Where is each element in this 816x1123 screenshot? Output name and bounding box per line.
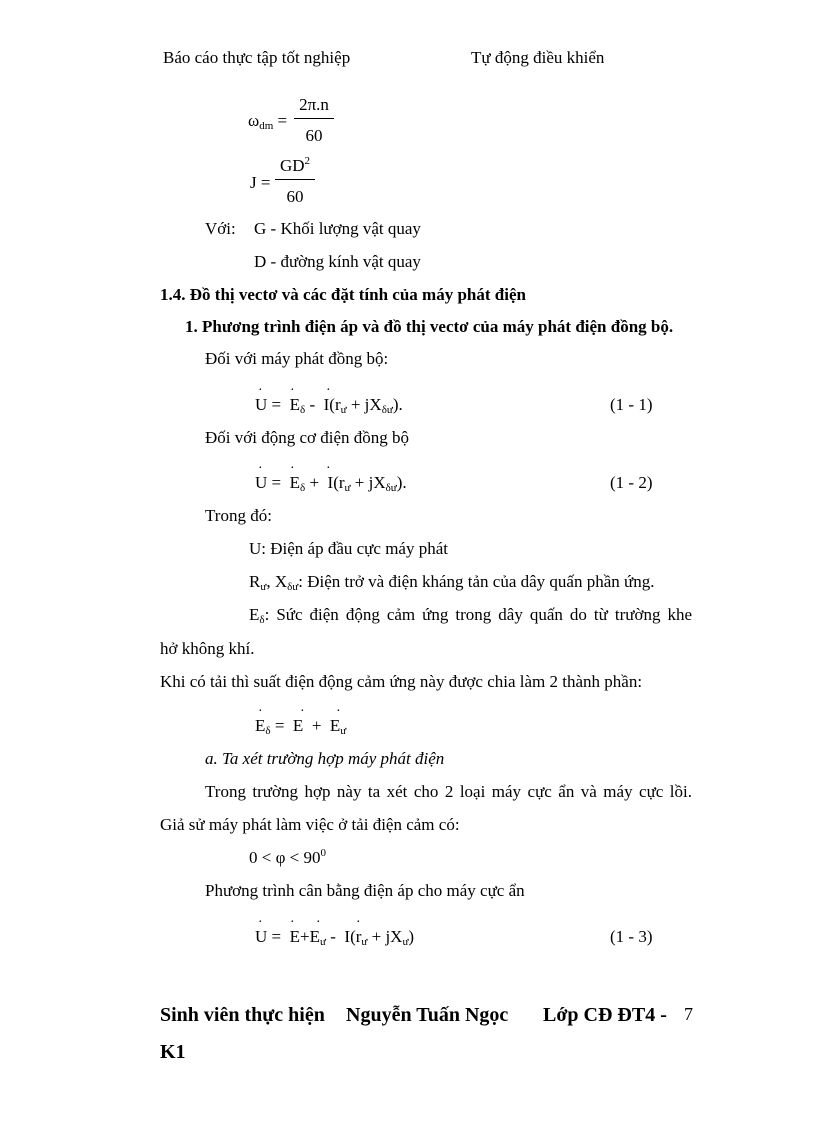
dot-u1: · [258, 383, 263, 398]
j-lhs: J = [250, 173, 271, 192]
equation-2-number: (1 - 2) [610, 473, 653, 492]
para-case-line2: Giả sử máy phát làm việc ở tải điện cảm có: [160, 815, 460, 834]
para-motor: Đối với động cơ điện đồng bộ [205, 428, 410, 447]
j-fraction [275, 157, 315, 205]
header-left: Báo cáo thực tập tốt nghiệp [163, 48, 351, 67]
footer-name: Nguyễn Tuấn Ngọc [346, 1004, 509, 1026]
definition-e-continued: hở không khí. [160, 639, 255, 658]
case-a-heading: a. Ta xét trường hợp máy phát điện [205, 749, 445, 768]
voi-g: G - Khối lượng vật quay [254, 219, 421, 238]
definition-r: $R_ư$, $X_{\delta ư}$: Điện trở và điện kháng tản của dây quấn phần ứng. [249, 572, 655, 593]
dot-e-split-1: · [258, 704, 263, 719]
voi-label: Với: [205, 219, 236, 238]
definition-u: U: Điện áp đầu cực máy phát [249, 539, 448, 558]
dot-e-split-2: · [300, 704, 305, 719]
para-load: Khi có tải thì suất điện động cảm ứng này được chia làm 2 thành phần: [160, 672, 643, 691]
dot-i2: · [326, 461, 331, 476]
omega-denominator: 60 [305, 126, 323, 145]
equation-split: $E_\delta = E + E_ư$ [255, 716, 347, 737]
footer-student-label: Sinh viên thực hiện [160, 1004, 325, 1026]
dot-e1: · [290, 383, 295, 398]
dot-e-split-3: · [336, 704, 341, 719]
dot-u3: · [258, 915, 263, 930]
dot-e2: · [290, 461, 295, 476]
para-case-line1: Trong trường hợp này ta xét cho 2 loại máy cực ẩn và máy cực lồi. [205, 782, 692, 801]
dot-eu3: · [316, 915, 321, 930]
j-denominator: 60 [286, 187, 304, 206]
omega-numerator: 2π.n [294, 96, 334, 119]
equation-3: $U = E+E_ư - I(r_ư + jX_ư)$ [255, 927, 415, 948]
definition-e: $E_\delta$: Sức điện động cảm ứng trong dây quấn do từ trường khe [249, 605, 692, 626]
equation-1: $U = E_\delta - I(r_ư + jX_{\delta ư})$. [255, 395, 403, 416]
omega-lhs: $\omega_{dm}$ = [248, 111, 288, 132]
footer-page-number: 7 [684, 1004, 693, 1024]
footer-class-label: Lớp CĐ ĐT4 - [543, 1004, 667, 1026]
dot-u2: · [258, 461, 263, 476]
para-balance: Phương trình cân bằng điện áp cho máy cực ẩn [205, 881, 525, 900]
equation-2: $U = E_\delta + I(r_ư + jX_{\delta ư})$. [255, 473, 407, 494]
header-right: Tự động điều khiển [471, 48, 605, 67]
equation-3-number: (1 - 3) [610, 927, 653, 946]
dot-i1: · [326, 383, 331, 398]
trong-do: Trong đó: [205, 506, 272, 525]
dot-i3: · [356, 915, 361, 930]
phi-condition: $0 < \varphi < 90^0$ [249, 847, 326, 867]
omega-fraction [294, 96, 334, 144]
dot-e3: · [290, 915, 295, 930]
para-generator: Đối với máy phát đồng bộ: [205, 349, 389, 368]
j-numerator: $GD^2$ [275, 157, 315, 180]
section-heading: 1.4. Đồ thị vectơ và các đặt tính của máy phát điện [160, 285, 526, 304]
footer-class-continued: K1 [160, 1041, 186, 1063]
voi-d: D - đường kính vật quay [254, 252, 421, 271]
equation-1-number: (1 - 1) [610, 395, 653, 414]
sub-heading: 1. Phương trình điện áp và đồ thị vectơ của máy phát điện đồng bộ. [185, 317, 674, 336]
